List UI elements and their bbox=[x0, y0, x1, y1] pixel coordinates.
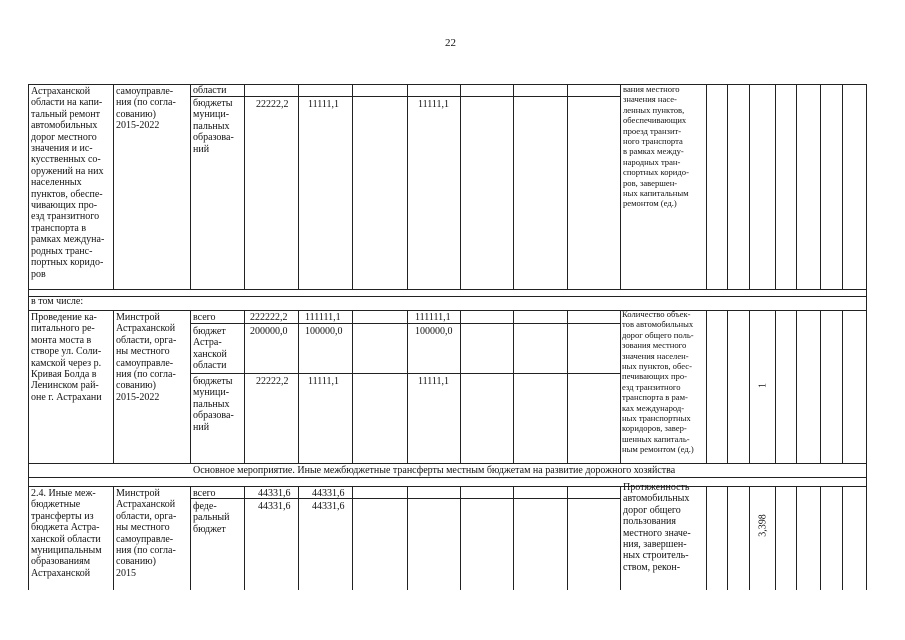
text-line: камской через р. bbox=[31, 357, 102, 369]
col-border bbox=[749, 486, 750, 590]
row3-executor bbox=[116, 488, 176, 579]
text-line: ральный bbox=[193, 512, 230, 524]
col-border bbox=[842, 486, 843, 590]
text-line: ния (по согла- bbox=[116, 97, 176, 109]
text-line: ремонтом (ед.) bbox=[623, 198, 677, 209]
text-line: Минстрой bbox=[116, 312, 160, 323]
text-line: портных коридо- bbox=[31, 257, 104, 269]
col-border bbox=[775, 486, 776, 590]
text-line: муници- bbox=[193, 109, 230, 121]
text-line: пользования bbox=[623, 516, 676, 528]
col-border bbox=[28, 84, 29, 590]
text-line: сованию) bbox=[116, 556, 156, 568]
row2-executor bbox=[116, 312, 176, 403]
row2-all-2015: 111111,1 bbox=[305, 312, 341, 323]
row2-all-2017: 111111,1 bbox=[415, 312, 451, 323]
text-line: езд транзитного bbox=[622, 381, 681, 392]
text-line: бюджетные bbox=[31, 499, 81, 511]
section-heading: Основное мероприятие. Иные межбюджетные трансферты местным бюджетам на развитие дорожного хозяйства bbox=[193, 465, 676, 476]
col-border bbox=[749, 310, 750, 463]
row1-year3: 11111,1 bbox=[418, 99, 450, 110]
col-border bbox=[796, 84, 797, 289]
text-line: шенных капиталь- bbox=[622, 433, 690, 444]
row1-activity bbox=[31, 86, 104, 280]
row2-source-municipal bbox=[193, 376, 234, 433]
row-divider bbox=[28, 310, 866, 311]
col-border bbox=[190, 486, 191, 590]
text-line: створе ул. Соли- bbox=[31, 346, 102, 358]
text-line: сованию) bbox=[116, 380, 156, 392]
text-line: питального ре- bbox=[31, 323, 95, 335]
text-line: ством, рекон- bbox=[623, 561, 681, 573]
row-divider bbox=[28, 289, 866, 290]
text-line: Проведение ка- bbox=[31, 312, 97, 323]
text-line: значения и ис- bbox=[31, 143, 93, 155]
text-line: оружений на них bbox=[31, 165, 104, 177]
text-line: области на капи- bbox=[31, 97, 103, 109]
row-divider bbox=[28, 477, 866, 478]
text-line: коридоров, завер- bbox=[622, 423, 687, 434]
text-line: ров, завершен- bbox=[623, 177, 678, 188]
text-line: дорог общего bbox=[623, 504, 681, 516]
table-top-border bbox=[28, 84, 866, 85]
text-line: кусственных со- bbox=[31, 154, 101, 166]
col-border bbox=[796, 486, 797, 590]
text-line: оне г. Астрахани bbox=[31, 391, 102, 403]
col-border bbox=[727, 84, 728, 289]
text-line: самоуправле- bbox=[116, 86, 174, 97]
text-line: сованию) bbox=[116, 108, 156, 120]
text-line: муниципальным bbox=[31, 545, 102, 557]
col-border bbox=[620, 310, 621, 463]
text-line: образова- bbox=[193, 132, 234, 144]
text-line: 2015-2022 bbox=[116, 120, 160, 132]
text-line: Астраханской bbox=[31, 86, 91, 97]
col-border bbox=[567, 486, 568, 590]
text-line: ханской области bbox=[31, 533, 101, 545]
text-line: ний bbox=[193, 421, 210, 433]
col-border bbox=[352, 84, 353, 289]
text-line: дорог местного bbox=[31, 131, 97, 143]
text-line: ния (по согла- bbox=[116, 545, 176, 557]
row1-total: 22222,2 bbox=[256, 99, 289, 110]
col-border bbox=[706, 486, 707, 590]
row3-source-federal bbox=[193, 501, 230, 535]
col-border bbox=[820, 486, 821, 590]
text-line: трансферты из bbox=[31, 510, 94, 522]
col-border bbox=[113, 84, 114, 289]
text-line: муници- bbox=[193, 387, 230, 399]
text-line: ных строитель- bbox=[623, 550, 689, 562]
col-border bbox=[842, 310, 843, 463]
text-line: 2.4. Иные меж- bbox=[31, 488, 96, 499]
text-line: дорог общего поль- bbox=[622, 329, 694, 340]
row3-activity bbox=[31, 488, 102, 579]
col-border bbox=[775, 310, 776, 463]
page-number: 22 bbox=[445, 37, 456, 49]
text-line: пальных bbox=[193, 120, 230, 132]
text-line: ных капитальным bbox=[623, 188, 689, 199]
col-border bbox=[513, 310, 514, 463]
text-line: транспорта в рам- bbox=[622, 392, 688, 403]
row2-all-total: 222222,2 bbox=[250, 312, 288, 323]
row3-target: 3,398 bbox=[757, 514, 769, 537]
row-divider bbox=[190, 373, 620, 374]
text-line: зования местного bbox=[622, 340, 687, 351]
text-line: ных транспортных bbox=[622, 413, 691, 424]
text-line: езд транзитного bbox=[31, 211, 100, 223]
text-line: Протяженность bbox=[623, 482, 690, 493]
text-line: Количество объек- bbox=[622, 309, 691, 319]
col-border bbox=[460, 310, 461, 463]
col-border bbox=[706, 310, 707, 463]
text-line: области, орга- bbox=[116, 334, 177, 346]
row3-fed-2015: 44331,6 bbox=[312, 501, 345, 512]
col-border bbox=[620, 84, 621, 289]
row2-reg-2017: 100000,0 bbox=[415, 326, 453, 337]
text-line: ным ремонтом (ед.) bbox=[622, 444, 694, 455]
row-divider bbox=[28, 296, 866, 297]
text-line: ханской bbox=[193, 348, 227, 360]
text-line: проезд транзит- bbox=[623, 125, 682, 136]
text-line: обеспечивающих bbox=[623, 115, 687, 126]
col-border bbox=[352, 310, 353, 463]
text-line: ния, завершен- bbox=[623, 539, 687, 551]
col-border bbox=[407, 84, 408, 289]
row1-year1: 11111,1 bbox=[308, 99, 340, 110]
col-border bbox=[244, 486, 245, 590]
row2-activity bbox=[31, 312, 102, 403]
row2-source-regional bbox=[193, 326, 227, 372]
row2-mun-total: 22222,2 bbox=[256, 376, 289, 387]
col-border bbox=[352, 486, 353, 590]
text-line: транспорта в bbox=[31, 222, 87, 234]
text-line: ных пунктов, обес- bbox=[622, 361, 692, 372]
row3-source-all: всего bbox=[193, 488, 216, 499]
text-line: ленных пунктов, bbox=[623, 104, 685, 115]
text-line: бюджет bbox=[193, 523, 226, 535]
text-line: значения насе- bbox=[623, 94, 677, 105]
text-line: ках международ- bbox=[622, 402, 685, 413]
text-line: бюджеты bbox=[193, 98, 233, 109]
text-line: ного транспорта bbox=[623, 136, 683, 147]
row2-mun-2015: 11111,1 bbox=[308, 376, 340, 387]
text-line: бюджеты bbox=[193, 376, 233, 387]
text-line: монта моста в bbox=[31, 334, 92, 346]
col-border bbox=[620, 486, 621, 590]
row2-target: 1 bbox=[757, 383, 769, 388]
text-line: автомобильных bbox=[623, 493, 690, 505]
row3-all-2015: 44331,6 bbox=[312, 488, 345, 499]
text-line: области, орга- bbox=[116, 510, 177, 522]
text-line: тальный ремонт bbox=[31, 108, 100, 120]
col-border bbox=[190, 310, 191, 463]
row1-executor bbox=[116, 86, 176, 132]
text-line: Ленинском рай- bbox=[31, 380, 99, 392]
text-line: ров bbox=[31, 268, 46, 280]
row-divider bbox=[190, 96, 620, 97]
text-line: самоуправле- bbox=[116, 533, 174, 545]
text-line: образованиям bbox=[31, 556, 91, 568]
row-divider bbox=[28, 486, 866, 487]
text-line: спортных коридо- bbox=[623, 167, 689, 178]
col-border bbox=[727, 486, 728, 590]
text-line: тов автомобильных bbox=[622, 319, 694, 330]
text-line: ний bbox=[193, 143, 210, 155]
text-line: рамках междуна- bbox=[31, 234, 105, 246]
text-line: самоуправле- bbox=[116, 357, 174, 369]
text-line: местного значе- bbox=[623, 527, 691, 539]
col-border bbox=[460, 486, 461, 590]
col-border bbox=[820, 310, 821, 463]
row-divider bbox=[28, 463, 866, 464]
text-line: 2015 bbox=[116, 567, 136, 579]
text-line: значения населен- bbox=[622, 350, 689, 361]
text-line: Астраханской bbox=[116, 323, 176, 335]
text-line: родных транс- bbox=[31, 245, 93, 257]
row2-reg-total: 200000,0 bbox=[250, 326, 288, 337]
col-border bbox=[866, 84, 867, 590]
text-line: народных тран- bbox=[623, 156, 681, 167]
col-border bbox=[796, 310, 797, 463]
col-border bbox=[513, 486, 514, 590]
col-border bbox=[298, 84, 299, 289]
col-border bbox=[244, 84, 245, 289]
col-border bbox=[298, 310, 299, 463]
col-border bbox=[244, 310, 245, 463]
text-line: населенных bbox=[31, 177, 82, 189]
col-border bbox=[567, 84, 568, 289]
col-border bbox=[842, 84, 843, 289]
col-border bbox=[113, 310, 114, 463]
row1-source-top: области bbox=[193, 85, 227, 96]
text-line: Астра- bbox=[193, 337, 222, 349]
col-border bbox=[298, 486, 299, 590]
col-border bbox=[460, 84, 461, 289]
text-line: пунктов, обеспе- bbox=[31, 188, 103, 200]
col-border bbox=[727, 310, 728, 463]
text-line: Минстрой bbox=[116, 488, 160, 499]
col-border bbox=[407, 486, 408, 590]
row3-all-total: 44331,6 bbox=[258, 488, 291, 499]
col-border bbox=[706, 84, 707, 289]
col-border bbox=[513, 84, 514, 289]
text-line: пальных bbox=[193, 398, 230, 410]
text-line: ны местного bbox=[116, 522, 170, 534]
text-line: чивающих про- bbox=[31, 200, 98, 212]
col-border bbox=[190, 84, 191, 289]
text-line: ны местного bbox=[116, 346, 170, 358]
col-border bbox=[407, 310, 408, 463]
col-border bbox=[113, 486, 114, 590]
row3-indicator bbox=[623, 482, 691, 573]
text-line: ния (по согла- bbox=[116, 369, 176, 381]
row1-indicator bbox=[623, 84, 689, 209]
row2-indicator bbox=[622, 309, 694, 455]
text-line: Кривая Болда в bbox=[31, 369, 97, 381]
text-line: вания местного bbox=[623, 84, 680, 94]
text-line: Астраханской bbox=[31, 567, 91, 579]
row1-source bbox=[193, 98, 234, 155]
col-border bbox=[567, 310, 568, 463]
row2-reg-2015: 100000,0 bbox=[305, 326, 343, 337]
text-line: печивающих про- bbox=[622, 371, 688, 382]
row2-mun-2017: 11111,1 bbox=[418, 376, 450, 387]
row3-fed-total: 44331,6 bbox=[258, 501, 291, 512]
text-line: Астраханской bbox=[116, 499, 176, 511]
col-border bbox=[749, 84, 750, 289]
row-divider bbox=[190, 498, 620, 499]
text-line: феде- bbox=[193, 501, 217, 512]
text-line: бюджета Астра- bbox=[31, 522, 100, 534]
text-line: в рамках между- bbox=[623, 146, 684, 157]
text-line: области bbox=[193, 360, 227, 372]
text-line: автомобильных bbox=[31, 120, 98, 132]
col-border bbox=[775, 84, 776, 289]
text-line: 2015-2022 bbox=[116, 391, 160, 403]
col-border bbox=[820, 84, 821, 289]
including-label: в том числе: bbox=[31, 296, 84, 307]
row2-source-all: всего bbox=[193, 312, 216, 323]
text-line: образова- bbox=[193, 410, 234, 422]
text-line: бюджет bbox=[193, 326, 226, 337]
